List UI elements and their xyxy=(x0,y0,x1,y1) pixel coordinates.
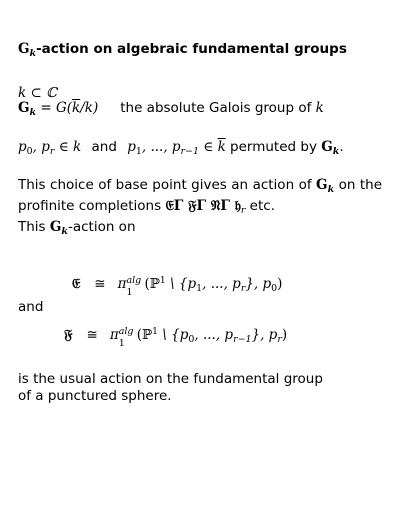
galois-k: k xyxy=(315,100,324,116)
eq1-pr-sub: r xyxy=(240,282,246,294)
para1-G: G xyxy=(316,177,328,193)
eq2-mid: , ..., p xyxy=(194,327,234,344)
eq2-P: (ℙ xyxy=(136,327,153,344)
eq2-set: \ {p xyxy=(158,327,189,344)
line-galois-group xyxy=(18,100,324,118)
kbar: $\overline{k}$ xyxy=(217,139,226,155)
permuted-by: permuted by xyxy=(225,139,322,155)
eq1-p1-sub: 1 xyxy=(196,282,203,294)
eq1-P-sup: 1 xyxy=(159,275,166,286)
para1-k: k xyxy=(327,183,335,195)
pr-sub: r xyxy=(49,145,55,157)
in-k: ∈ k xyxy=(54,139,82,155)
para1-r: r xyxy=(240,204,246,216)
eq1-pi: π xyxy=(117,276,127,293)
pr: , p xyxy=(32,139,50,155)
eq2-end: }, p xyxy=(251,327,278,344)
eq2-pr1-sub: r−1 xyxy=(233,333,252,345)
eq2-close: ) xyxy=(281,327,288,344)
eq1-P: (ℙ xyxy=(144,276,160,293)
galois-kbar: $\overline{k}$ xyxy=(72,100,81,116)
galois-G: G xyxy=(18,100,30,116)
galois-desc: the absolute Galois group of xyxy=(120,100,316,116)
eq1-lhs: 𝔈 xyxy=(72,276,81,293)
and-word: and xyxy=(91,139,117,155)
eq1-one: 1 xyxy=(126,287,133,299)
line-points xyxy=(18,139,344,157)
and-line: and xyxy=(18,299,44,315)
equation-e xyxy=(72,275,283,299)
paragraph-usual-action: is the usual action on the fundamental group of a punctured sphere. xyxy=(18,371,323,404)
perm-G-sub: k xyxy=(332,145,340,157)
eq1-end: }, p xyxy=(245,276,272,293)
eq1-set: \ {p xyxy=(165,276,197,293)
para1-k2: k xyxy=(61,225,68,237)
para1-e: -action on xyxy=(67,218,136,235)
para1-c: etc. xyxy=(245,197,275,214)
para1-a: This choice of base point gives an action of xyxy=(18,177,317,193)
profinite-groups: 𝔈Γ 𝔉Γ 𝔑Γ 𝔥 xyxy=(165,197,241,214)
eq2-pi: π xyxy=(109,327,119,344)
para1-b: on the profinite completions xyxy=(18,177,383,214)
period: . xyxy=(339,139,344,155)
eq1-p0-sub: 0 xyxy=(271,282,278,294)
eq1-alg: alg xyxy=(126,275,142,287)
eq2-p0-sub: 0 xyxy=(188,333,195,345)
p0-sub: 0 xyxy=(26,145,33,157)
title-k-subscript: k xyxy=(29,47,37,59)
title-G: G xyxy=(18,41,30,57)
eq2-cong: ≅ xyxy=(86,327,98,344)
slide-title xyxy=(18,41,347,59)
p-dots: , ..., p xyxy=(141,139,181,155)
para1-G2: G xyxy=(49,218,62,235)
p0: p xyxy=(18,139,27,155)
eq2-P-sup: 1 xyxy=(152,326,158,337)
pr1-sub: r−1 xyxy=(180,145,199,157)
galois-G-sub: k xyxy=(29,106,37,118)
eq1-mid: , ..., p xyxy=(202,276,241,293)
in-kbar: ∈ xyxy=(198,139,218,155)
galois-eq: = G( xyxy=(36,100,73,116)
para1-d: This xyxy=(18,218,50,235)
title-text: -action on algebraic fundamental groups xyxy=(36,41,347,57)
p1: p xyxy=(127,139,136,155)
eq2-alg: alg xyxy=(118,326,134,338)
eq2-one: 1 xyxy=(118,338,125,350)
perm-G: G xyxy=(321,139,333,155)
eq1-close: ) xyxy=(277,276,283,293)
galois-slash: /k) xyxy=(80,100,99,116)
eq2-lhs: 𝔉 xyxy=(64,327,73,344)
line-k-subset-c: k ⊂ ℂ xyxy=(18,85,57,101)
eq1-cong: ≅ xyxy=(94,276,106,293)
equation-f xyxy=(64,326,288,350)
eq2-pr-sub: r xyxy=(277,333,282,345)
paragraph-action xyxy=(18,177,382,239)
p1-sub: 1 xyxy=(135,145,142,157)
